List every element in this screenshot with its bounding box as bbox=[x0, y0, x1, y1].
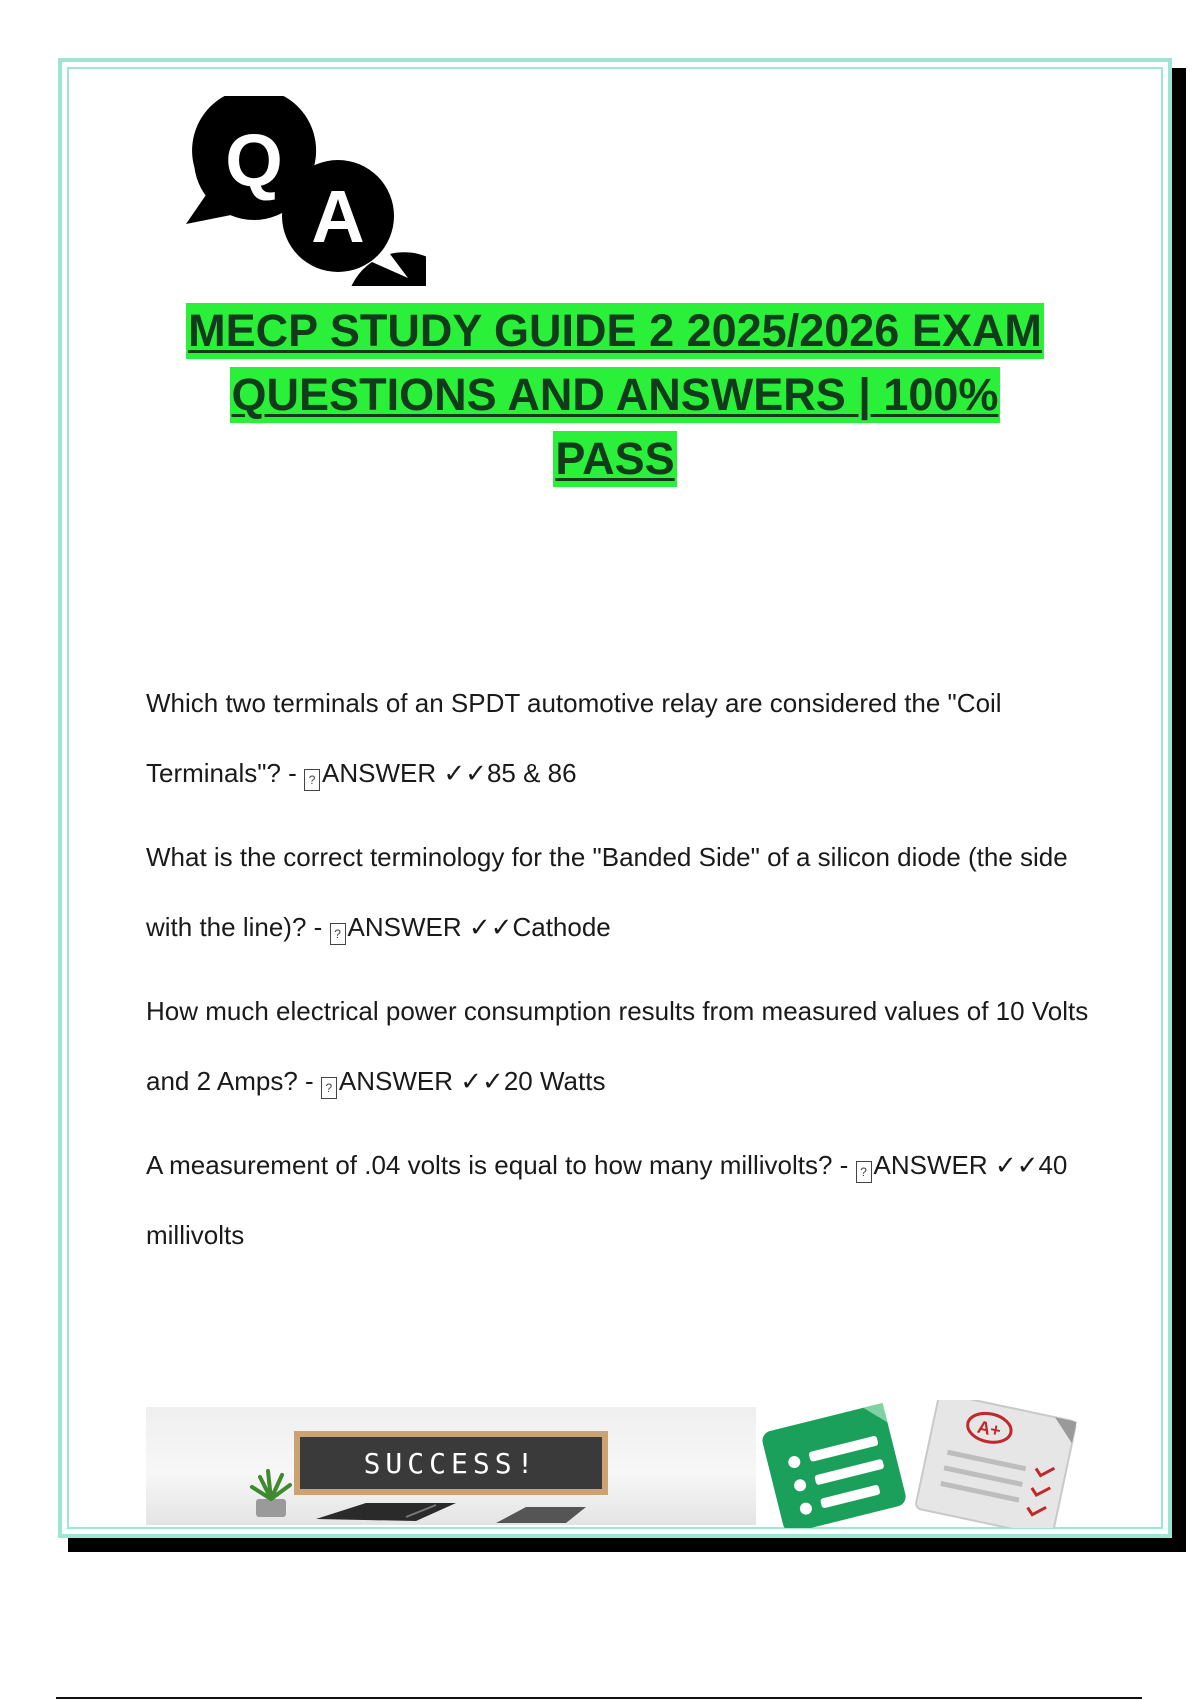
qa-item bbox=[146, 1130, 1096, 1270]
missing-glyph-icon: ? bbox=[330, 923, 346, 945]
title-line-2: QUESTIONS AND ANSWERS | 100% bbox=[230, 367, 1001, 423]
logo-letter-q: Q bbox=[225, 119, 283, 202]
qa-item bbox=[146, 822, 1096, 962]
answer-label: ANSWER ✓✓ bbox=[338, 1066, 504, 1096]
success-chalkboard bbox=[294, 1431, 608, 1495]
question-text: Which two terminals of an SPDT automotive relay are considered the "Coil Terminals"? - bbox=[146, 688, 1002, 788]
question-text: A measurement of .04 volts is equal to how many millivolts? - bbox=[146, 1150, 856, 1180]
answer-text: Cathode bbox=[512, 912, 611, 942]
answer-label: ANSWER ✓✓ bbox=[347, 912, 513, 942]
grade-stamp-text: A+ bbox=[975, 1416, 1003, 1442]
qa-list bbox=[146, 668, 1096, 1284]
missing-glyph-icon: ? bbox=[856, 1161, 872, 1183]
question-text: What is the correct terminology for the "Banded Side" of a silicon diode (the side with the line)? - bbox=[146, 842, 1068, 942]
potted-plant-icon bbox=[242, 1463, 302, 1523]
page-bottom-rule bbox=[56, 1697, 1142, 1699]
title-line-3: PASS bbox=[553, 431, 676, 487]
answer-label: ANSWER ✓✓ bbox=[322, 758, 487, 788]
missing-glyph-icon: ? bbox=[304, 769, 320, 791]
qa-item bbox=[146, 668, 1096, 808]
answer-label: ANSWER ✓✓ bbox=[873, 1150, 1039, 1180]
answer-text: 40 millivolts bbox=[146, 1150, 1068, 1250]
graded-documents-icon bbox=[756, 1400, 1096, 1528]
qa-speech-bubbles-logo bbox=[176, 96, 426, 286]
title-line-1: MECP STUDY GUIDE 2 2025/2026 EXAM bbox=[186, 303, 1044, 359]
qa-item bbox=[146, 976, 1096, 1116]
missing-glyph-icon: ? bbox=[321, 1077, 337, 1099]
success-banner-image bbox=[146, 1407, 756, 1525]
question-text: How much electrical power consumption results from measured values of 10 Volts and 2 Amps? - bbox=[146, 996, 1089, 1096]
document-title bbox=[120, 303, 1110, 495]
answer-text: 20 Watts bbox=[503, 1066, 606, 1096]
logo-letter-a: A bbox=[311, 175, 365, 258]
desk-items-icon bbox=[296, 1499, 596, 1525]
success-board-text: SUCCESS! bbox=[363, 1447, 539, 1480]
answer-text: 85 & 86 bbox=[486, 758, 577, 788]
